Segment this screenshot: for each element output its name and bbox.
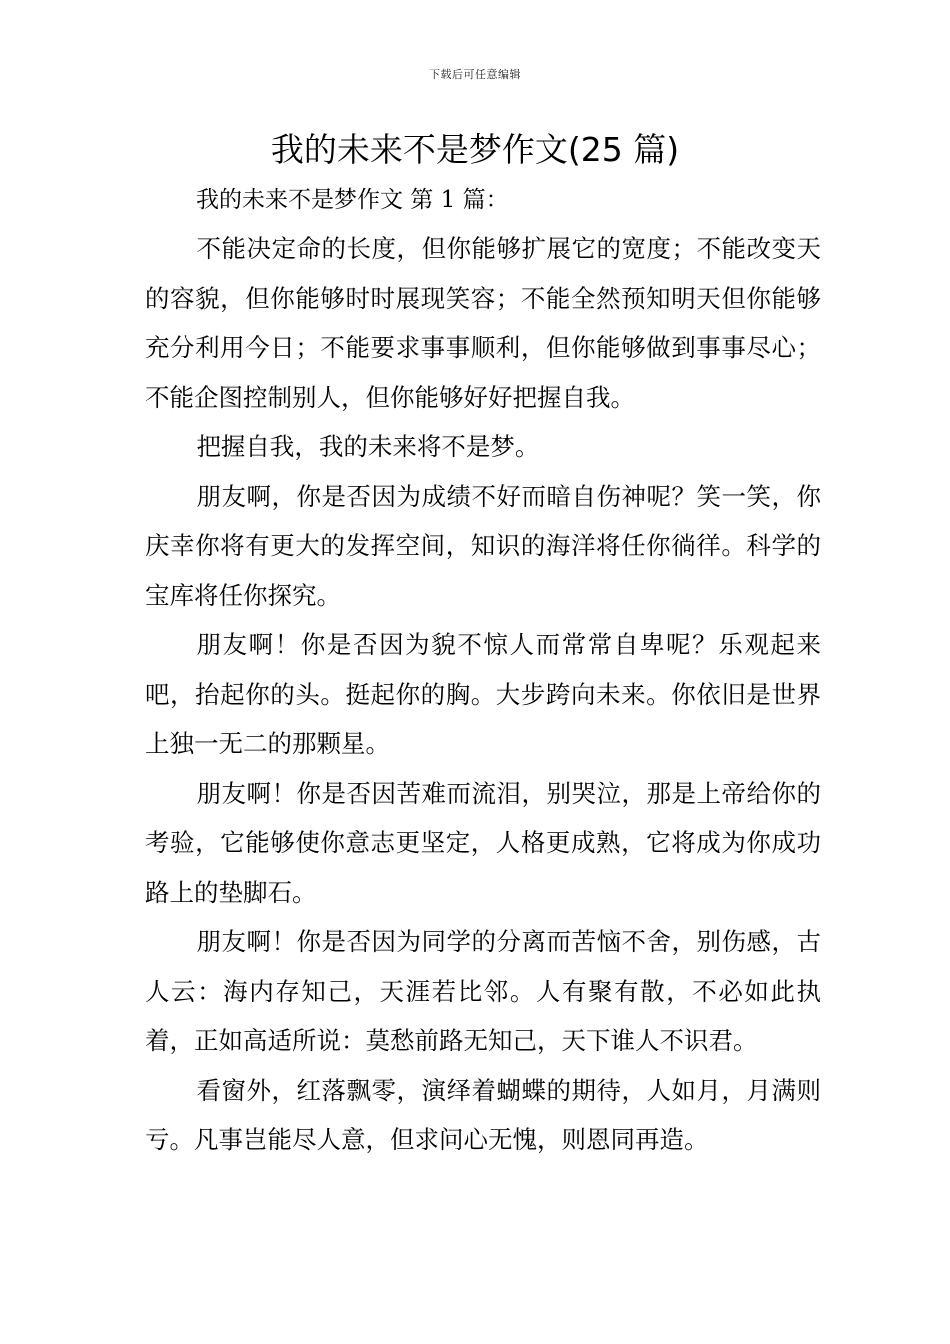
document-title: 我的未来不是梦作文(25 篇) <box>270 130 680 169</box>
section-heading: 我的未来不是梦作文 第 1 篇： <box>196 187 509 213</box>
paragraph: 不能决定命的长度，但你能够扩展它的宽度；不能改变天的容貌，但你能够时时展现笑容；不能全然预知明天但你能够充分利用今日；不能要求事事顺利，但你能够做到事事尽心；不能企图控制别人，但你能够好好把握自我。 <box>145 234 821 412</box>
paragraph: 朋友啊！你是否因为同学的分离而苦恼不舍，别伤感，古人云：海内存知己，天涯若比邻。人有聚有散，不必如此执着，正如高适所说：莫愁前路无知己，天下谁人不识君。 <box>145 927 821 1055</box>
page-header-note: 下载后可任意编辑 <box>429 68 521 81</box>
paragraph: 朋友啊，你是否因为成绩不好而暗自伤神呢？笑一笑，你庆幸你将有更大的发挥空间，知识的海洋将任你徜徉。科学的宝库将任你探究。 <box>145 481 821 610</box>
document-body <box>145 224 821 1165</box>
paragraph: 朋友啊！你是否因为貌不惊人而常常自卑呢？乐观起来吧，抬起你的头。挺起你的胸。大步跨向未来。你依旧是世界上独一无二的那颗星。 <box>145 630 821 758</box>
paragraph: 看窗外，红落飘零，演绎着蝴蝶的期待，人如月，月满则亏。凡事岂能尽人意，但求问心无愧，则恩同再造。 <box>145 1075 821 1154</box>
paragraph: 把握自我，我的未来将不是梦。 <box>196 432 540 461</box>
paragraph: 朋友啊！你是否因苦难而流泪，别哭泣，那是上帝给你的考验，它能够使你意志更坚定，人格更成熟，它将成为你成功路上的垫脚石。 <box>145 778 821 907</box>
